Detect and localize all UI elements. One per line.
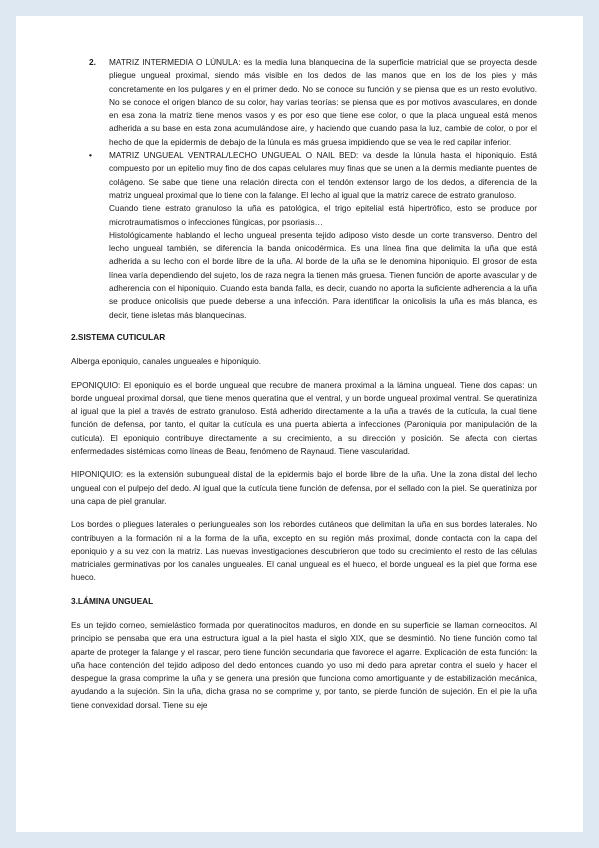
document-page — [16, 16, 583, 832]
lunula-paragraph: MATRIZ INTERMEDIA O LÚNULA: es la media luna blanquecina de la superficie matricial que se proyecta desde pliegue ungueal proximal, siendo más visible en los dedos de las manos que en los de los pies y más concretamente en los pulgares y en el primer dedo. No se conoce su función y se piensa que es un resto evolutivo. No se conoce el origen blanco de su color, hay varias teorías: se piensa que es por motivos avasculares, en donde en esa zona la matriz tiene menos vasos y es por eso que tiene ese color, o que la placa ungueal está menos adherida a su base en esta zona acumulándose aire, y haciendo que cuando pasa la luz, cambie de color, o por el hecho de que la epidermis de debajo de la lúnula es más gruesa impidiendo que se vea le red capilar inferior. — [109, 57, 537, 147]
eponiquio-paragraph — [71, 379, 537, 459]
cuticular-intro: Alberga eponiquio, canales ungueales e hiponiquio. — [71, 356, 262, 367]
granuloso-paragraph: Cuando tiene estrato granuloso la uña es patológica, el trigo epitelial está hipertrófico, esto se produce por microtraumatismos o infecciones fúngicas, por psoriasis… — [109, 203, 537, 227]
hiponiquio-paragraph — [71, 468, 537, 508]
list-item-lunula — [71, 56, 537, 149]
section-heading-lamina: 3.LÁMINA UNGUEAL — [71, 595, 154, 606]
list-number: 2. — [89, 57, 96, 67]
bordes-paragraph: Los bordes o pliegues laterales o periungueales son los rebordes cutáneos que delimitan la uña en sus bordes laterales. No contribuyen a la formación ni a la forma de la uña, excepto en su región más proximal, donde contacta con la capa del eponiquio y a su vez con la matriz. Las nuevas investigaciones descubrieron que todo su crecimiento el resto de las células matriciales germinativas por los canales ungueales. El canal ungueal es el hueco, el borde ungueal es la piel que forma ese hueco. — [71, 519, 537, 583]
eponiquio-text: El eponiquio es el borde ungueal que recubre de manera proximal a la lámina ungueal. Tiene dos capas: un borde ungueal proximal dorsal, que tiene menos queratina que el ventral, y un borde ungueal proximal ventral. Se queratiniza al igual que la piel a través de estrato granuloso. Está adherido directamente a la uña a través de la cutícula, la cual tiene función de defensa, por tanto, el quitar la cutícula es una puerta abierta a infecciones (Paroniquia por manipulación de la cutícula). El eponiquio contribuye directamente a su crecimiento, a su dirección y posición. Se afecta con ciertas enfermedades sistémicas como líneas de Beau, fenómeno de Raynaud. Tiene vascularidad. — [71, 379, 537, 457]
hiponiquio-text: es la extensión subungueal distal de la epidermis bajo el borde libre de la uña. Une la zona distal del lecho ungueal con el pulpejo del dedo. Al igual que la cutícula tiene función de defensa, por el sellado con la piel. Se queratiniza por una capa de piel granular. — [71, 469, 537, 506]
eponiquio-lead: EPONIQUIO: — [71, 379, 121, 390]
list-item-lecho-ungueal — [71, 149, 537, 322]
histologia-paragraph: Histológicamente hablando el lecho ungueal presenta tejido adiposo visto desde un corte transverso. Dentro del lecho ungueal también, se diferencia la banda onicodérmica. Es una línea fina que delimita la uña que está adherida a su lecho con el borde libre de la uña. Al borde de la uña se le denomina hiponiquio. El grosor de esta línea varía dependiendo del sujeto, los de raza negra la tienen más gruesa. Tienen función de aporte avascular y de adherencia con el hiponiquio. Cuando esta banda falla, es decir, cuando no aporta la suficiente adherencia a la uña se produce onicolisis que puede deberse a una infección. Para identificar la onicolisis la uña es más blanca, es decir, tiene isletas más blanquecinas. — [109, 229, 537, 320]
section-heading-cuticular: 2.SISTEMA CUTICULAR — [71, 331, 166, 342]
lecho-paragraph: MATRIZ UNGUEAL VENTRAL/LECHO UNGUEAL O NAIL BED: va desde la lúnula hasta el hiponiquio. Está compuesto por un epitelio muy fino de dos capas celulares muy finas que se unen a la dermis mediante puentes de colágeno. Se sabe que tiene una relación directa con el tendón extensor largo de los dedos, a diferencia de la matriz ungueal proximal que lo tiene con la falange. El lecho al igual que la matriz carece de estrato granuloso. — [109, 150, 537, 200]
hiponiquio-lead: HIPONIQUIO: — [71, 469, 124, 480]
page-content — [71, 56, 537, 722]
lamina-paragraph: Es un tejido corneo, semielástico formada por queratinocitos maduros, en donde en su superficie se llaman corneocitos. Al principio se pensaba que era una estructura igual a la piel hasta el siglo XIX, que se desmintió. No tiene función como tal aparte de proteger la falange y el rascar, pero tiene función secundaria que favorece el agarre. Explicación de esta función: la uña hace contención del tejido adiposo del dedo entonces cuando yo uso mi dedo para apretar contra el suelo y hacer el despegue la grasa comprime la uña y se genera una presión que funciona como amortiguante y de estabilización mecánica, ayudando a la sujeción. Sin la uña, dicha grasa no se comprime y, por tanto, se pierde función de sujeción. En el pie la uña tiene convexidad dorsal. Tiene su eje — [71, 619, 537, 710]
bullet-icon: • — [89, 150, 92, 161]
